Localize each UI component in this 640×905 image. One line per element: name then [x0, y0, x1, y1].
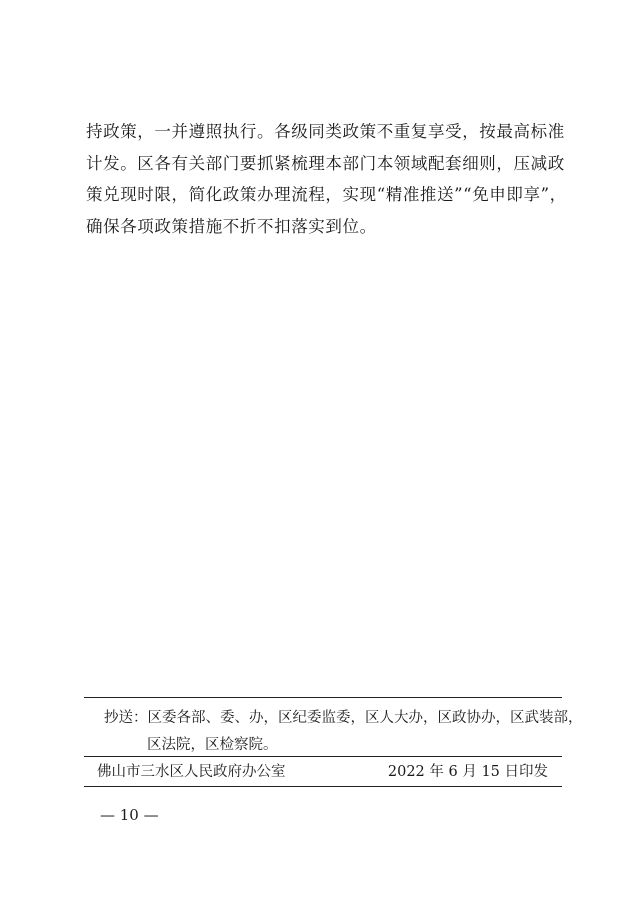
cc-block [104, 705, 583, 759]
issuing-office: 佛山市三水区人民政府办公室 [97, 764, 286, 780]
cc-row-2 [104, 732, 583, 759]
page-number: — 10 — [100, 806, 159, 824]
cc-recipients-line-1: 区委各部、委、办，区纪委监委，区人大办，区政协办，区武装部， [147, 710, 583, 726]
issue-date: 2022 年 6 月 15 日印发 [387, 764, 548, 780]
cc-label: 抄送： [104, 710, 148, 726]
body-line-1: 持政策，一并遵照执行。各级同类政策不重复享受，按最高标准 [86, 122, 565, 141]
footer-top-rule [84, 697, 562, 698]
body-line-2: 计发。区各有关部门要抓紧梳理本部门本领域配套细则，压减政 [86, 153, 565, 173]
body-line-3: 策兑现时限，简化政策办理流程，实现“精准推送”“免申即享”， [86, 185, 567, 204]
body-text [86, 116, 567, 242]
cc-row-1 [104, 705, 583, 732]
cc-recipients-line-2: 区法院，区检察院。 [147, 737, 278, 753]
footer-bottom-rule [84, 786, 562, 787]
body-line-4: 确保各项政策措施不折不扣落实到位。 [86, 216, 377, 236]
footer-middle-rule [84, 756, 562, 757]
